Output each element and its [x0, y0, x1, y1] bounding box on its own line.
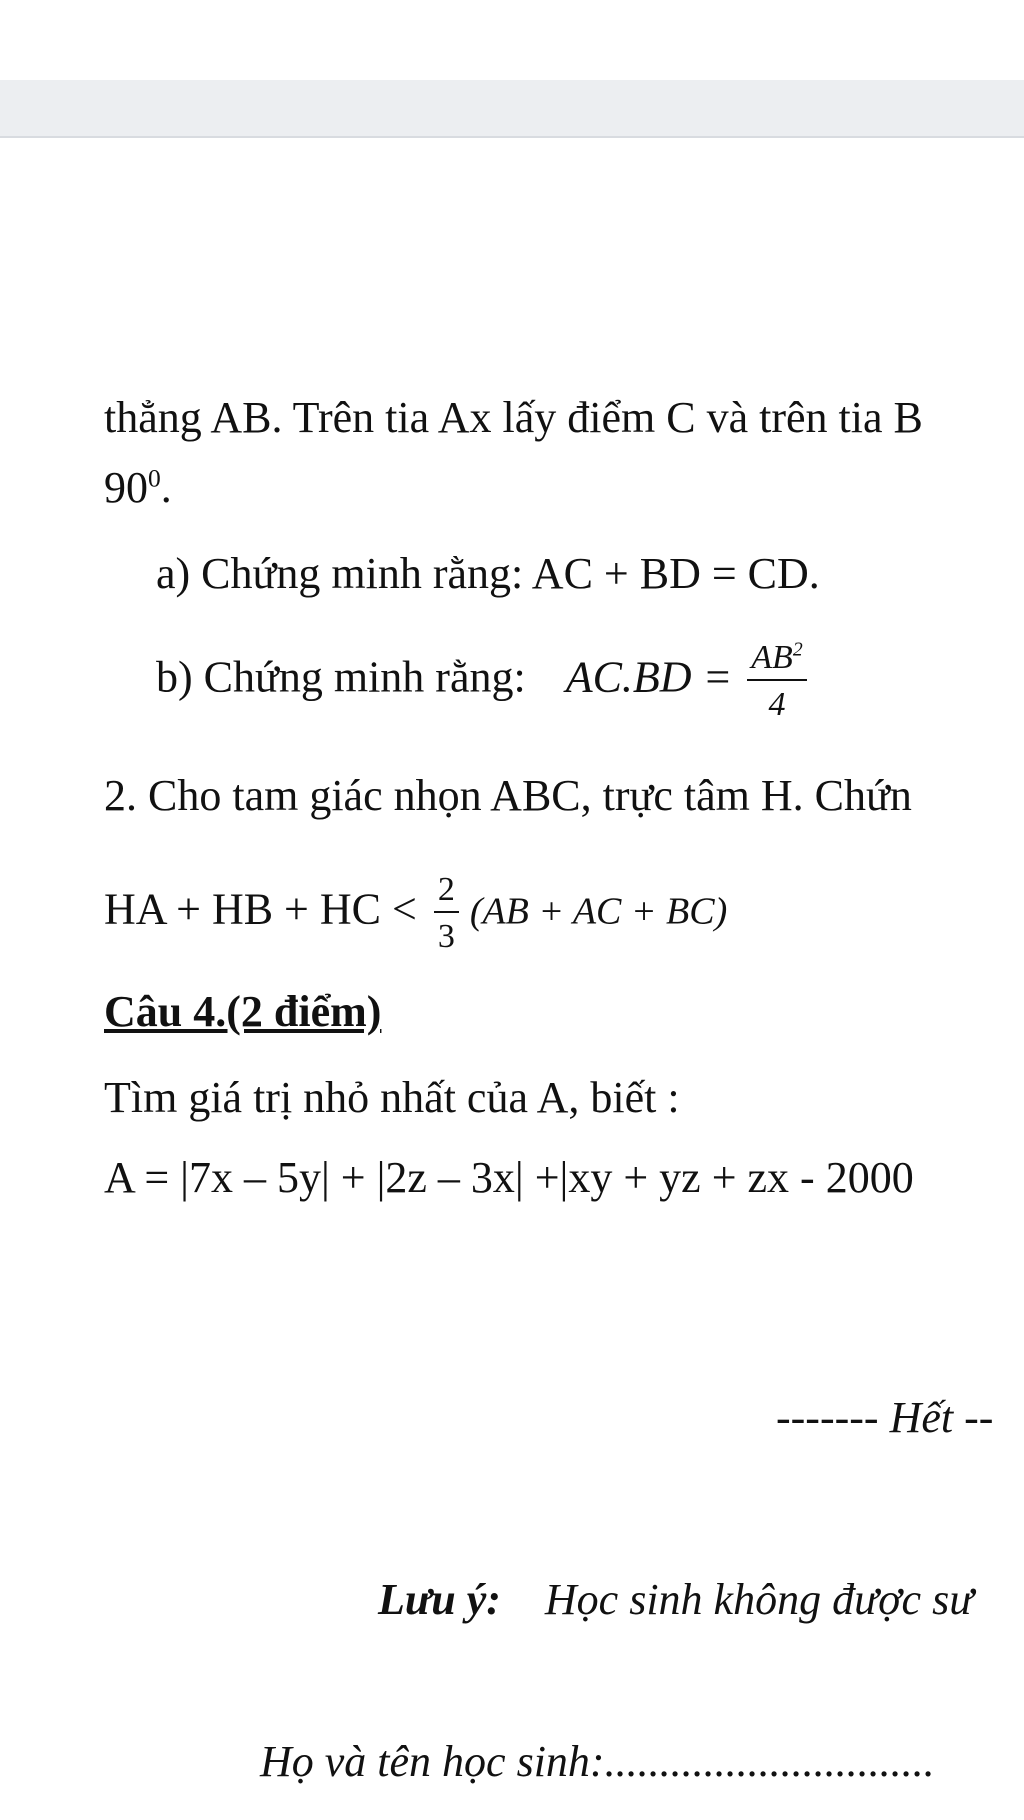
inequality-numerator: 2	[434, 872, 459, 913]
angle-superscript: 0	[148, 463, 161, 493]
problem-line-2	[104, 462, 172, 514]
question-4-prompt-text: Tìm giá trị nhỏ nhất của A, biết :	[104, 1073, 680, 1122]
part-b-fraction	[747, 640, 806, 722]
part-a	[156, 548, 820, 600]
end-marker-text: ------- Hết --	[776, 1393, 994, 1442]
note-text: Học sinh không được sư	[544, 1575, 974, 1624]
question-4-heading-text: Câu 4.(2 điểm)	[104, 987, 382, 1036]
student-name-label: Họ và tên học sinh:	[260, 1737, 605, 1786]
question-4-heading	[104, 986, 381, 1038]
inequality-denominator: 3	[437, 917, 455, 955]
line-end-period: .	[160, 463, 172, 512]
part-b-denominator: 4	[768, 685, 786, 723]
inequality-line	[104, 872, 727, 954]
question-2	[104, 770, 912, 822]
inequality-right: (AB + AC + BC)	[469, 890, 728, 933]
toolbar	[0, 80, 1024, 138]
question-2-text: 2. Cho tam giác nhọn ABC, trực tâm H. Chứn	[104, 771, 912, 820]
inequality-left: HA + HB + HC <	[104, 884, 417, 934]
note-line	[378, 1574, 973, 1626]
angle-value: 90	[104, 463, 148, 512]
inequality-fraction	[434, 872, 459, 954]
part-b-numerator: $AB^2$	[747, 640, 806, 681]
problem-line-1	[104, 392, 923, 444]
note-label: Lưu ý:	[378, 1575, 501, 1624]
question-4-prompt	[104, 1072, 680, 1124]
part-b-left-expression: AC.BD =	[565, 652, 733, 702]
end-marker	[776, 1392, 993, 1444]
part-b	[156, 640, 807, 722]
part-b-prefix: b) Chứng minh rằng:	[156, 652, 526, 702]
part-a-text: a) Chứng minh rằng: AC + BD = CD.	[156, 549, 820, 598]
problem-line-1-text: thẳng AB. Trên tia Ax lấy điểm C và trên tia B	[104, 393, 923, 442]
student-name-dots: ..............................	[604, 1737, 935, 1786]
student-name-line	[260, 1736, 935, 1788]
question-4-formula-text: A = |7x – 5y| + |2z – 3x| +|xy + yz + zx - 2000	[104, 1153, 914, 1202]
question-4-formula	[104, 1152, 914, 1204]
